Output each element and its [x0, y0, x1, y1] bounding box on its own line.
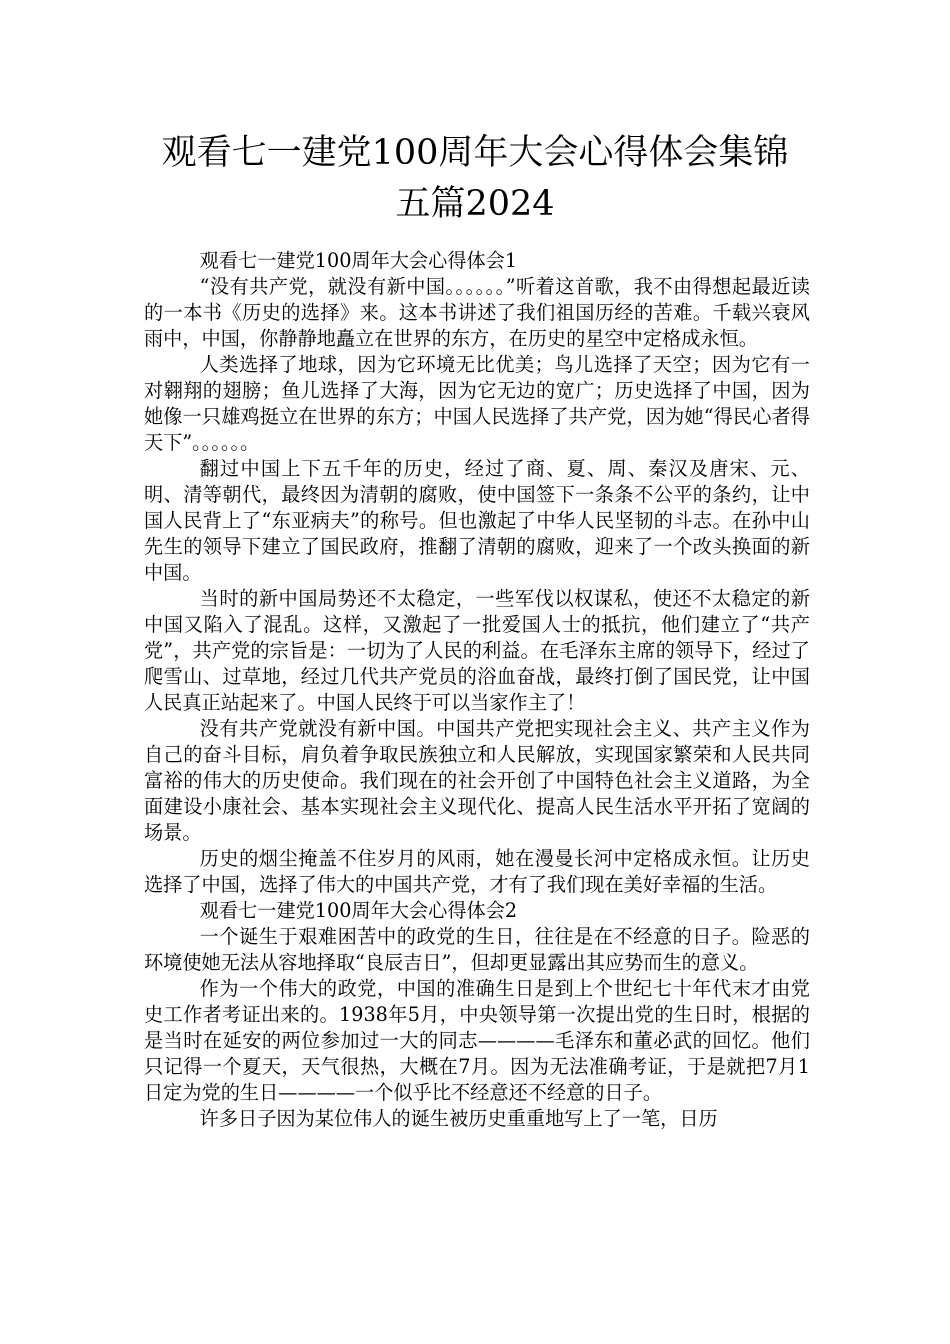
- paragraph: “没有共产党，就没有新中国。。。。。。”听着这首歌，我不由得想起最近读的一本书《历史的选择》来。这本书讲述了我们祖国历经的苦难。千载兴衰风雨中，中国，你静静地矗立在世界的东方，在历史的星空中定格成永恒。: [144, 275, 810, 350]
- section-heading-2: 观看七一建党100周年大会心得体会2: [199, 899, 518, 922]
- paragraph: 当时的新中国局势还不太稳定，一些军伐以权谋私，使还不太稳定的新中国又陷入了混乱。这样，又激起了一批爱国人士的抵抗，他们建立了“共产党”，共产党的宗旨是：一切为了人民的利益。在毛泽东主席的领导下，经过了爬雪山、过草地，经过几代共产党员的浴血奋战，最终打倒了国民党，让中国人民真正站起来了。中国人民终于可以当家作主了！: [144, 587, 810, 714]
- paragraph: 作为一个伟大的政党，中国的准确生日是到上个世纪七十年代末才由党史工作者考证出来的。1938年5月，中央领导第一次提出党的生日时，根据的是当时在延安的两位参加过一大的同志————毛泽东和董必武的回忆。他们只记得一个夏天，天气很热，大概在7月。因为无法准确考证，于是就把7月1日定为党的生日————一个似乎比不经意还不经意的日子。: [144, 977, 810, 1104]
- document-title: [120, 128, 830, 230]
- title-line-1: 观看七一建党100周年大会心得体会集锦: [161, 133, 789, 173]
- paragraph: 许多日子因为某位伟人的诞生被历史重重地写上了一笔，日历: [199, 1107, 718, 1130]
- paragraph: 人类选择了地球，因为它环境无比优美；鸟儿选择了天空；因为它有一对翱翔的翅膀；鱼儿选择了大海，因为它无边的宽广；历史选择了中国，因为她像一只雄鸡挺立在世界的东方；中国人民选择了共产党，因为她“得民心者得天下”。。。。。。: [144, 353, 810, 454]
- title-line-2: 五篇2024: [395, 184, 555, 224]
- document-body: [144, 248, 810, 1132]
- paragraph: 历史的烟尘掩盖不住岁月的风雨，她在漫曼长河中定格成永恒。让历史选择了中国，选择了伟大的中国共产党，才有了我们现在美好幸福的生活。: [144, 847, 810, 896]
- paragraph: 翻过中国上下五千年的历史，经过了商、夏、周、秦汉及唐宋、元、明、清等朝代，最终因为清朝的腐败，使中国签下一条条不公平的条约，让中国人民背上了“东亚病夫”的称号。但也激起了中华人民坚韧的斗志。在孙中山先生的领导下建立了国民政府，推翻了清朝的腐败，迎来了一个改头换面的新中国。: [144, 457, 810, 584]
- paragraph: 一个诞生于艰难困苦中的政党的生日，往往是在不经意的日子。险恶的环境使她无法从容地择取“良辰吉日”，但却更显露出其应势而生的意义。: [144, 925, 810, 974]
- section-heading-1: 观看七一建党100周年大会心得体会1: [199, 249, 518, 272]
- paragraph: 没有共产党就没有新中国。中国共产党把实现社会主义、共产主义作为自己的奋斗目标，肩负着争取民族独立和人民解放，实现国家繁荣和人民共同富裕的伟大的历史使命。我们现在的社会开创了中国特色社会主义道路，为全面建设小康社会、基本实现社会主义现代化、提高人民生活水平开拓了宽阔的场景。: [144, 717, 810, 844]
